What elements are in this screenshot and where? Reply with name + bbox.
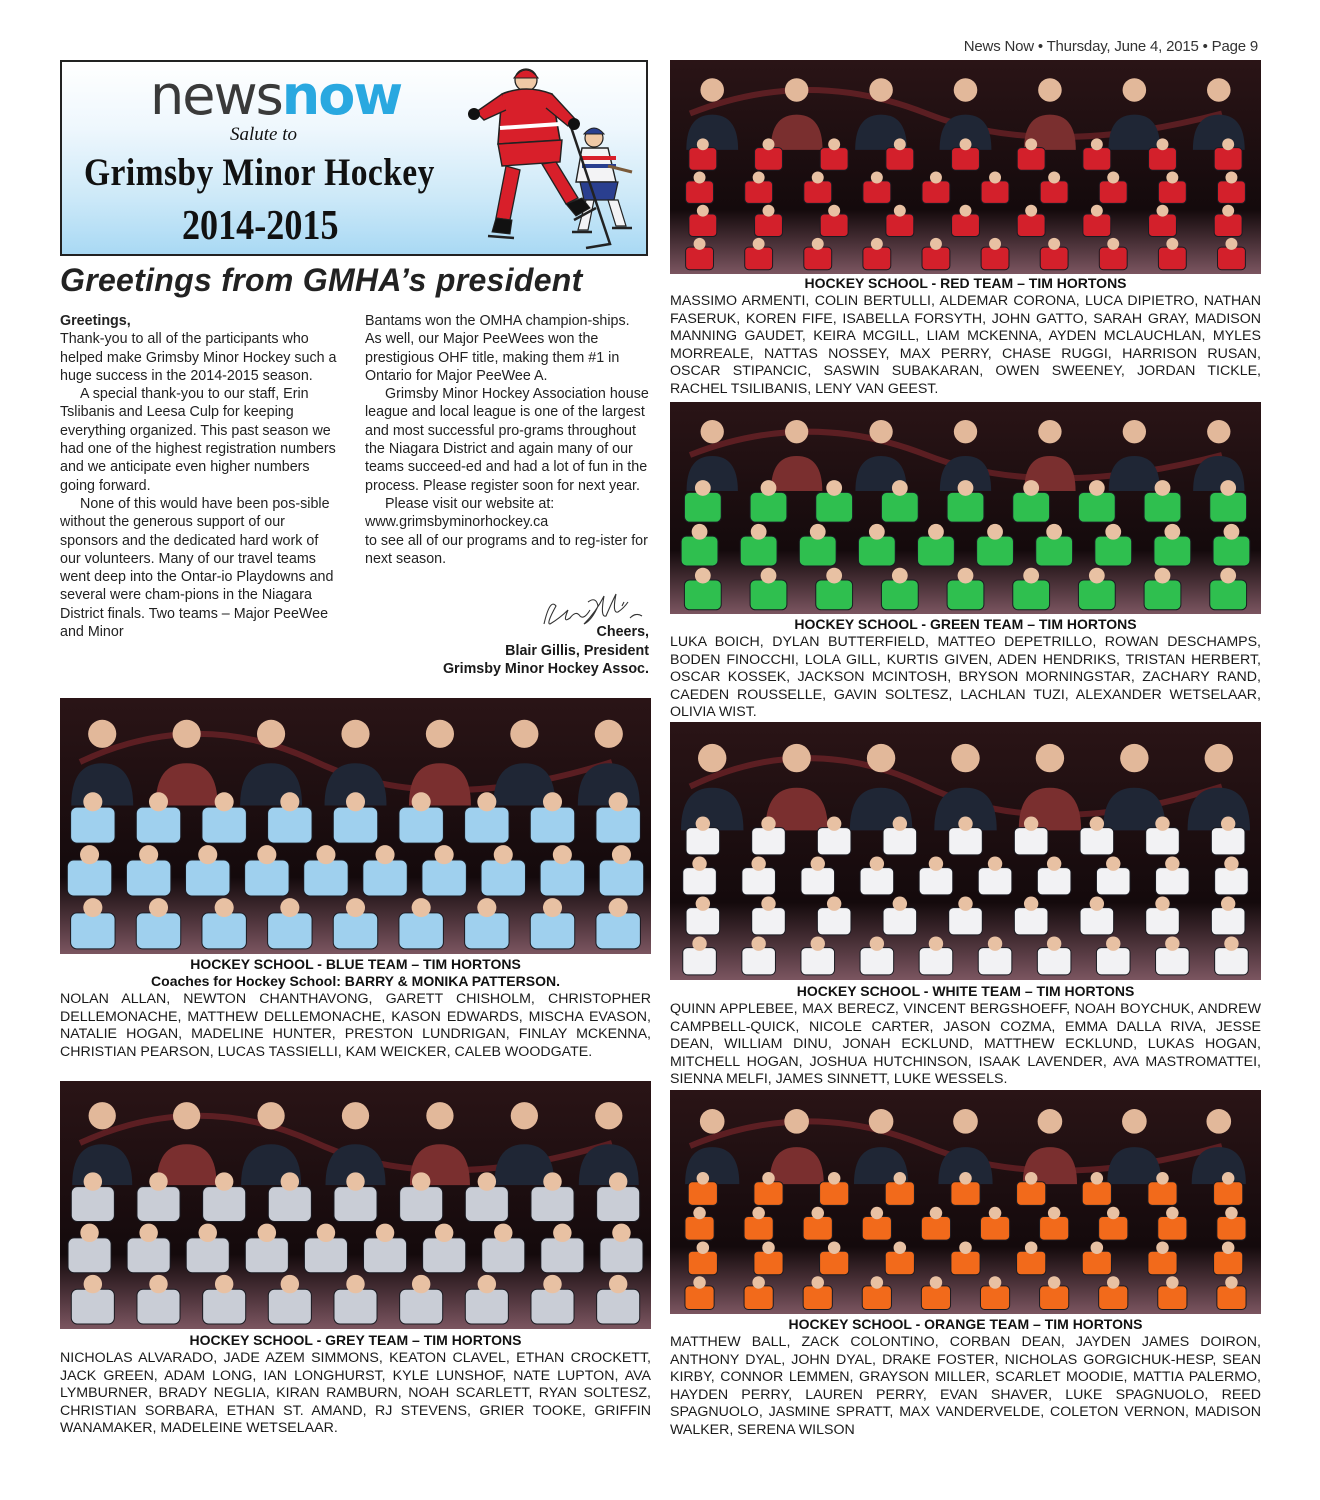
- website-link[interactable]: www.grimsbyminorhockey.ca: [365, 514, 549, 531]
- team-photo-blue: [60, 698, 651, 954]
- letter-paragraph: Bantams won the OMHA champion-ships. As well, our Major PeeWees won the prestigious OHF title, making them #1 in Ontario for Major PeeWee A.: [365, 313, 630, 384]
- team-caption-grey: HOCKEY SCHOOL - GREY TEAM – TIM HORTONS: [189, 1332, 522, 1348]
- banner-salute: Salute to: [230, 124, 298, 145]
- letter-paragraph: Grimsby Minor Hockey Association house league and local league is one of the largest and most successful pro-grams throughout the Niagara District and again many of our teams succeed-ed and had a lot of fun in the process. Please register soon for next year.: [365, 386, 649, 494]
- team-photo-scene: [670, 1090, 1261, 1314]
- letter-paragraph: A special thank-you to our staff, Erin Tslibanis and Leesa Culp for keeping everything organized. This past season we had one of the highest registration numbers and we anticipate even higher numbers going forward.: [60, 386, 336, 494]
- salute-banner: [60, 60, 648, 256]
- team-roster-grey: NICHOLAS ALVARADO, JADE AZEM SIMMONS, KEATON CLAVEL, ETHAN CROCKETT, JACK GREEN, ADAM LONG, IAN LONGHURST, KYLE LUNSHOF, NATE LUPTON, AVA LYMBURNER, BRADY NEGLIA, KIRAN RAMBURN, NOAH SCARLETT, RYAN SOLTESZ, CHRISTIAN SORBARA, ETHAN ST. AMAND, RJ STEVENS, GRIER TOOKE, GRIFFIN WANAMAKER, MADELEINE WETSELAAR.: [60, 1350, 651, 1437]
- hockey-player-illustration: [462, 66, 648, 256]
- letter-column-1: [60, 312, 342, 641]
- letter-signer: Blair Gillis, President: [505, 642, 649, 659]
- letter-paragraph: Thank-you to all of the participants who helped make Grimsby Minor Hockey such a huge success in the 2014-2015 season.: [60, 331, 337, 384]
- team-caption-green: HOCKEY SCHOOL - GREEN TEAM – TIM HORTONS: [794, 616, 1137, 632]
- team-photo-grey: [60, 1081, 651, 1329]
- letter-paragraph: Please visit our website at:: [385, 495, 555, 512]
- team-caption-orange: HOCKEY SCHOOL - ORANGE TEAM – TIM HORTONS: [788, 1316, 1143, 1332]
- team-coaches-blue: Coaches for Hockey School: BARRY & MONIKA PATTERSON.: [151, 973, 560, 989]
- team-roster-green: LUKA BOICH, DYLAN BUTTERFIELD, MATTEO DEPETRILLO, ROWAN DESCHAMPS, BODEN FINOCCHI, LOLA GILL, KURTIS GIVEN, ADEN HENDRIKS, TRISTAN HERBERT, OSCAR KOSSEK, JACKSON MCINTOSH, BRYSON MORNINGSTAR, ZACHARY RAND, CAEDEN ROUSSELLE, GAVIN SOLTESZ, LACHLAN TUZI, ALEXANDER WETSELAAR, OLIVIA WIST.: [670, 634, 1261, 721]
- newsnow-logo: [150, 64, 401, 127]
- letter-column-2: [365, 312, 649, 568]
- letter-closing: Cheers,: [596, 624, 649, 640]
- team-roster-white: QUINN APPLEBEE, MAX BERECZ, VINCENT BERGSHOEFF, NOAH BOYCHUK, ANDREW CAMPBELL-QUICK, NICOLE CARTER, JASON COZMA, EMMA DALLA RIVA, JESSE DEAN, WILLIAM DINU, JONAH ECKLUND, MATTHEW ECKLUND, LUKAS HOGAN, MITCHELL HOGAN, JOSHUA HUTCHINSON, ISAAK LAVENDER, AVA MASTROMATTEI, SIENNA MELFI, JAMES SINNETT, LUKE WESSELS.: [670, 1001, 1261, 1088]
- team-caption-white: HOCKEY SCHOOL - WHITE TEAM – TIM HORTONS: [796, 983, 1135, 999]
- team-photo-scene: [670, 60, 1261, 274]
- team-photo-scene: [670, 722, 1261, 980]
- banner-title: Grimsby Minor Hockey: [84, 151, 435, 194]
- team-roster-orange: MATTHEW BALL, ZACK COLONTINO, CORBAN DEAN, JAYDEN JAMES DOIRON, ANTHONY DYAL, JOHN DYAL, DRAKE FOSTER, NICHOLAS GORGICHUK-HESP, SEAN KIRBY, CONNOR LEMMEN, GRAYSON MILLER, SCARLET MOODIE, MATTIA PALERMO, HAYDEN PERRY, LAUREN PERRY, EVAN SHAVER, LUKE SPAGNUOLO, REED SPAGNUOLO, JASMINE SPRATT, MAX VANDERVELDE, COLETON VERNON, MADISON WALKER, SERENA WILSON: [670, 1334, 1261, 1438]
- letter-salutation: Greetings,: [60, 313, 131, 329]
- logo-now: now: [281, 64, 402, 127]
- letter-paragraph: None of this would have been pos-sible without the generous support of our sponsors and the dedicated hard work of our volunteers. Many of our travel teams went deep into the Ontar-io Playdowns and several were cham-pions in the Niagara District finals. Two teams – Major PeeWee and Minor: [60, 495, 334, 641]
- page-folio: News Now • Thursday, June 4, 2015 • Page 9: [963, 38, 1258, 55]
- letter-paragraph: to see all of our programs and to reg-ister for next season.: [365, 532, 648, 567]
- team-roster-red: MASSIMO ARMENTI, COLIN BERTULLI, ALDEMAR CORONA, LUCA DIPIETRO, NATHAN FASERUK, KOREN FIFE, ISABELLA FORSYTH, JOHN GATTO, SARAH GRAY, MADISON MANNING GAUDET, KEIRA MCGILL, LIAM MCKENNA, AYDEN MCLAUCHLAN, MYLES MORREALE, NATTAS NOSSEY, MAX PERRY, CHASE RUGGI, HARRISON RUSAN, OSCAR STIPANCIC, SASWIN SUBAKARAN, OWEN SWEENEY, JORDAN TICKLE, RACHEL TSILIBANIS, LENY VAN GEEST.: [670, 293, 1261, 397]
- banner-season: 2014-2015: [182, 203, 339, 249]
- team-caption-blue: HOCKEY SCHOOL - BLUE TEAM – TIM HORTONS: [190, 956, 521, 972]
- team-roster-blue: NOLAN ALLAN, NEWTON CHANTHAVONG, GARETT CHISHOLM, CHRISTOPHER DELLEMONACHE, MATTHEW DELLEMONACHE, KASON EDWARDS, MISCHA EVASON, NATALIE HOGAN, MADELINE HUNTER, PRESTON LUNDRIGAN, FINLAY MCKENNA, CHRISTIAN PEARSON, LUCAS TASSIELLI, KAM WEICKER, CALEB WOODGATE.: [60, 991, 651, 1060]
- team-photo-green: [670, 402, 1261, 614]
- team-photo-orange: [670, 1090, 1261, 1314]
- team-photo-white: [670, 722, 1261, 980]
- team-caption-red: HOCKEY SCHOOL - RED TEAM – TIM HORTONS: [804, 275, 1127, 291]
- logo-news: news: [150, 64, 282, 127]
- team-photo-red: [670, 60, 1261, 274]
- team-photo-scene: [60, 698, 651, 954]
- letter-signoff: [380, 623, 649, 679]
- letter-organization: Grimsby Minor Hockey Assoc.: [442, 661, 649, 677]
- article-headline: Greetings from GMHA’s president: [60, 262, 583, 298]
- team-photo-scene: [670, 402, 1261, 614]
- team-photo-scene: [60, 1081, 651, 1329]
